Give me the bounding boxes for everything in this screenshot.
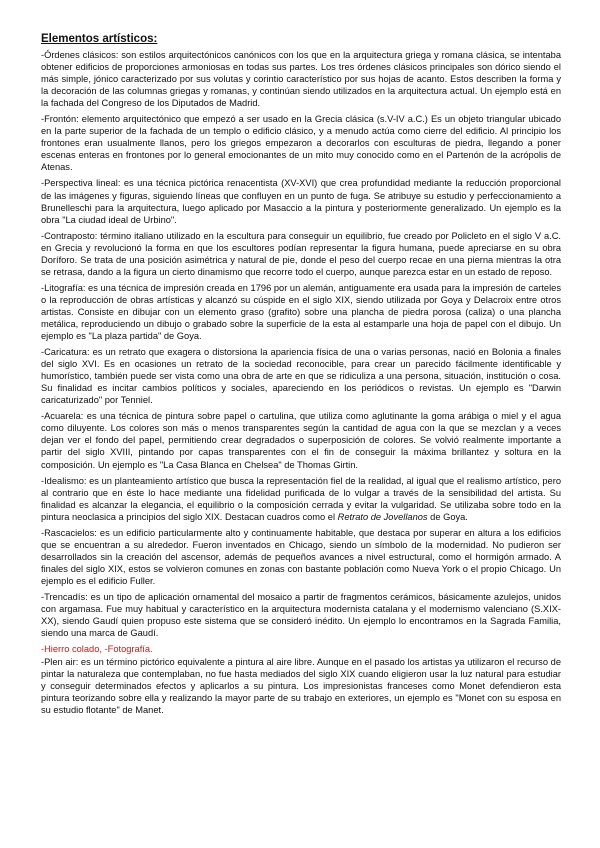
entry-fronton: -Frontón: elemento arquitectónico que empezó a ser usado en la Grecia clásica (s.V-IV a.C.) Es un objeto triangular ubicado en la parte superior de la fachada de un templo o edificio clásico, y a menudo actúa como cierre del edificio. Al principio los frontones eran usualmente llanos, pero los griegos empezaron a decorarlos con esculturas de piedra, llegando a poner escenas enteras en frontones por lo general emocionantes de un mito muy conocido como en el Partenón de la acrópolis de Atenas. [41,114,561,173]
entry-rascacielos: -Rascacielos: es un edificio particularmente alto y continuamente habitable, que destaca por superar en altura a los edificios que se encuentran a su alrededor. Fueron inventados en Chicago, siendo un símbolo de la modernidad. No pudieron ser desarrollados sin la creación del ascensor, además de pequeños avances a nivel estructural, como el hormigón armado. A finales del siglo XIX, estos se volvieron comunes en zonas con bastante población como Nueva York o el propio Chicago. Un ejemplo es el edificio Fuller. [41,527,561,586]
entry-perspectiva-lineal: -Perspectiva lineal: es una técnica pictórica renacentista (XV-XVI) que crea profundidad mediante la reducción proporcional de las imágenes y figuras, siguiendo líneas que confluyen en un punto de fuga. Se atribuye su estudio y perfeccionamiento a Brunelleschi para la arquitectura, luego aplicado por Masaccio a la pintura y posteriormente generalizado. Un ejemplo es la obra "La ciudad ideal de Urbino". [41,178,561,225]
entry-idealismo-italic: Retrato de Jovellanos [337,511,428,522]
entry-contraposto: -Contraposto: término italiano utilizado en la escultura para conseguir un equilibrio, fue creado por Policleto en el siglo V a.C. en Grecia y revolucionó la forma en que los escultores podían representar la figura humana, puede apreciarse en su obra Doríforo. Se trata de una posición asimétrica y natural de pie, donde el peso del cuerpo recae en una pierna mientras la otra se retrasa, dando a la figura un cierto dinamismo que recorre todo el cuerpo, aunque parezca estar en un estado de reposo. [41,230,561,277]
entry-ordenes-clasicos: -Órdenes clásicos: son estilos arquitectónicos canónicos con los que en la arquitectura griega y romana clásica, se intentaba obtener edificios de proporciones armoniosas en todas sus partes. Los tres órdenes clásicos principales son dórico siendo el más simple, jónico caracterizado por sus volutas y corintio característico por sus hojas de acanto. Estos describen la forma y la decoración de las columnas griegas y romanas, y continúan siendo utilizados en la arquitectura actual. Un ejemplo está en la fachada del Congreso de los Diputados de Madrid. [41,50,561,109]
entry-litografia: -Litografía: es una técnica de impresión creada en 1796 por un alemán, antiguamente era usada para la impresión de carteles o la reproducción de obras artísticas y alcanzó su cúspide en el siglo XIX, siendo utilizada por Goya y Delacroix entre otros artistas. Consiste en dibujar con un elemento graso (grafito) sobre una plancha de piedra porosa (caliza) o una plancha metálica, reproduciendo un dibujo o grabado sobre la superficie de la esta al estamparle una hoja de papel con el dibujo. Un ejemplo es "La plaza partida" de Goya. [41,282,561,342]
entry-idealismo [41,475,561,523]
entry-caricatura: -Caricatura: es un retrato que exagera o distorsiona la apariencia física de una o varias personas, nació en Bolonia a finales del siglo XVI. Es en ocasiones un retrato de la sociedad reconocible, para crear un parecido fácilmente identificable y humorístico, también puede ser vista como una obra de arte en que se ridiculiza a una persona, situación, institución o cosa. Su finalidad es incitar cambios políticos y sociales, apareciendo en los periódicos o revistas. Un ejemplo es "Darwin caricaturizado" por Tenniel. [41,347,561,406]
entry-plen-air: -Plen air: es un término pictórico equivalente a pintura al aire libre. Aunque en el pasado los artistas ya utilizaron el recurso de pintar la naturaleza que contemplaban, no fue hasta mediados del siglo XIX cuando eligieron usar la luz natural para estudiar y conseguir determinados efectos y aplicarlos a su pintura. Los impresionistas franceses como Monet defendieron esta pintura teorizando sobre ella y realizando la mayor parte de su trabajo en exteriores, un ejemplo es "Monet con su esposa en su estudio flotante" de Manet. [41,657,561,716]
page-title: Elementos artísticos: [41,33,158,45]
entry-trencadis: -Trencadís: es un tipo de aplicación ornamental del mosaico a partir de fragmentos cerámicos, básicamente azulejos, unidos con argamasa. Fue muy habitual y característico en la arquitectura modernista catalana y el modernismo valenciano (S.XIX-XX), siendo Gaudí quien propuso este sistema que se consideró inédito. Un ejemplo lo encontramos en la Sagrada Familia, siendo una marca de Gaudí. [41,591,561,639]
document-page [41,33,561,720]
entry-hierro-colado-fotografia: -Hierro colado, -Fotografía. [41,644,153,655]
entry-idealismo-tail: de Goya. [427,511,468,522]
entry-idealismo-text: -Idealismo: es un planteamiento artístico que busca la representación fiel de la realidad, al igual que el realismo artístico, pero al contrario que en éste lo hace mediante una fidelidad purificada de lo vulgar a través de la sensibilidad del artista. Su finalidad es alcanzar la elegancia, el equilibrio o la composición cerrada y evitar la vulgaridad. Se utilizaba sobre todo en la pintura neoclasica a principios del siglo XIX. Destacan cuadros como el [41,475,561,522]
entry-acuarela: -Acuarela: es una técnica de pintura sobre papel o cartulina, que utiliza como aglutinante la goma arábiga o miel y el agua como diluyente. Los colores son más o menos transparentes según la cantidad de agua con la que se mezclan y a veces dejan ver el fondo del papel, permitiendo crear degradados o superposición de colores. Se volvió realmente importante a partir del siglo XVIII, pintando por capas transparentes con el fin de conseguir la máxima brillantez y soltura en la composición. Un ejemplo es "La Casa Blanca en Chelsea" de Thomas Girtin. [41,411,561,470]
